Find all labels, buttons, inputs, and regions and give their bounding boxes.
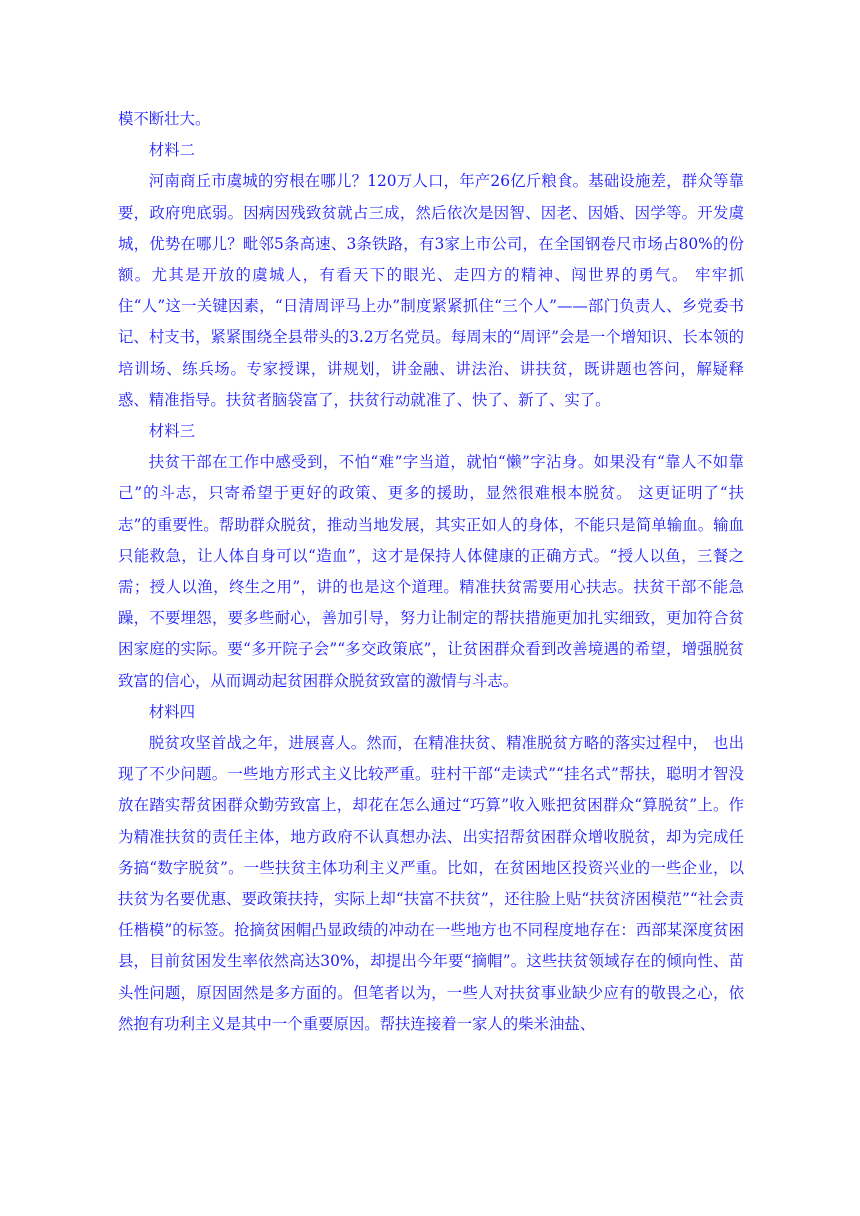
section-body-material-4: 脱贫攻坚首战之年，进展喜人。然而，在精准扶贫、精准脱贫方略的落实过程中， 也出现了不少问题。一些地方形式主义比较严重。驻村干部“走读式”“挂名式”帮扶，聪明才智没放在踏实帮贫困群众勤劳致富上，却花在怎么通过“巧算”收入账把贫困群众“算脱贫”上。作为精准扶贫的责任主体，地方政府不认真想办法、出实招帮贫困群众增收脱贫，却为完成任务搞“数字脱贫”。一些扶贫主体功利主义严重。比如，在贫困地区投资兴业的一些企业，以扶贫为名要优惠、要政策扶持，实际上却“扶富不扶贫”，还往脸上贴“扶贫济困模范”“社会责任楷模”的标签。抢摘贫困帽凸显政绩的冲动在一些地方也不同程度地存在：西部某深度贫困县，目前贫困发生率依然高达30%，却提出今年要“摘帽”。这些扶贫领域存在的倾向性、苗头性问题，原因固然是多方面的。但笔者以为，一些人对扶贫事业缺少应有的敬畏之心，依然抱有功利主义是其中一个重要原因。帮扶连接着一家人的柴米油盐、 [118, 734, 744, 1033]
section-body-material-2: 河南商丘市虞城的穷根在哪儿？120万人口，年产26亿斤粮食。基础设施差，群众等靠要，政府兜底弱。因病因残致贫就占三成，然后依次是因智、因老、因婚、因学等。开发虞城，优势在哪儿？毗邻5条高速、3条铁路，有3家上市公司，在全国钢卷尺市场占80%的份额。尤其是开放的虞城人，有看天下的眼光、走四方的精神、闯世界的勇气。 牢牢抓住“人”这一关键因素，“日清周评马上办”制度紧紧抓住“三个人”——部门负责人、乡党委书记、村支书，紧紧围绕全县带头的3.2万名党员。每周末的“周评”会是一个增知识、长本领的培训场、练兵场。专家授课，讲规划，讲金融、讲法治、讲扶贫，既讲题也答问，解疑释惑、精准指导。扶贫者脑袋富了，扶贫行动就准了、快了、新了、实了。 [118, 172, 744, 409]
section-heading-material-3: 材料三 [148, 422, 195, 441]
continuation-paragraph: 模不断壮大。 [118, 110, 211, 128]
document-page [118, 104, 744, 1040]
section-heading-material-2: 材料二 [148, 141, 195, 160]
section-heading-material-4: 材料四 [148, 702, 195, 721]
section-body-material-3: 扶贫干部在工作中感受到，不怕“难”字当道，就怕“懒”字沾身。如果没有“靠人不如靠己”的斗志，只寄希望于更好的政策、更多的援助，显然很难根本脱贫。 这更证明了“扶志”的重要性。帮助群众脱贫，推动当地发展，其实正如人的身体，不能只是简单输血。输血只能救急，让人体自身可以“造血”，这才是保持人体健康的正确方式。“授人以鱼，三餐之需；授人以渔，终生之用”，讲的也是这个道理。精准扶贫需要用心扶志。扶贫干部不能急躁，不要埋怨，要多些耐心，善加引导，努力让制定的帮扶措施更加扎实细致，更加符合贫困家庭的实际。要“多开院子会”“多交政策底”，让贫困群众看到改善境遇的希望，增强脱贫致富的信心，从而调动起贫困群众脱贫致富的激情与斗志。 [118, 453, 744, 690]
